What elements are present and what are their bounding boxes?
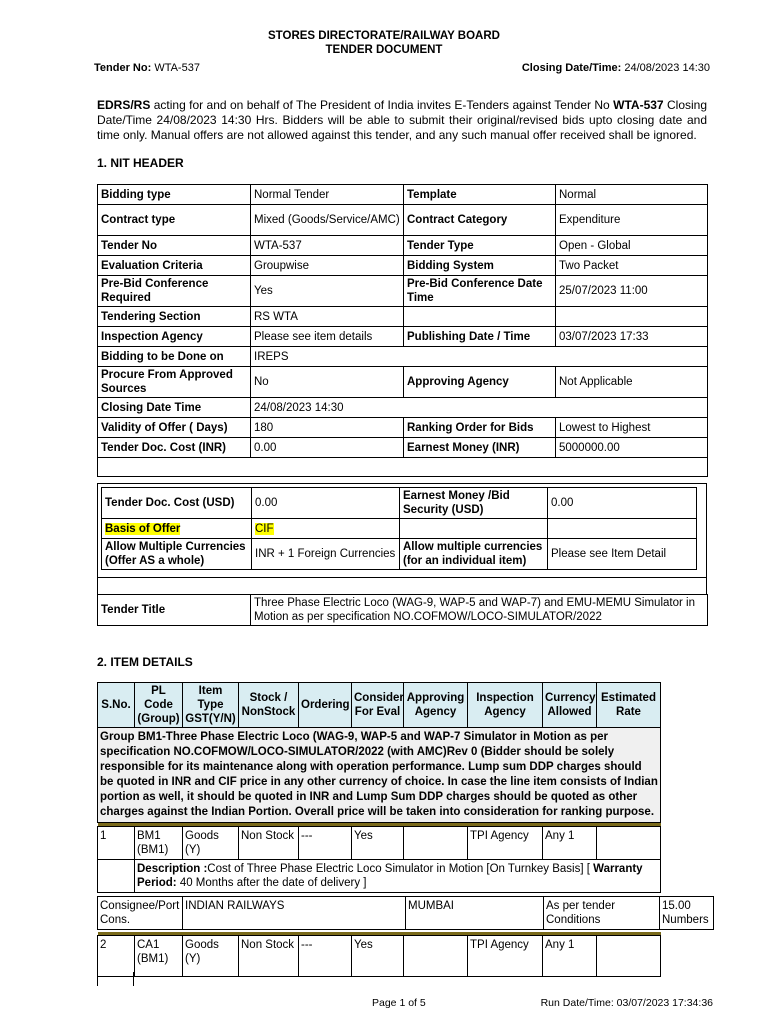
- value: RS WTA: [251, 307, 404, 327]
- consignee-terms: As per tender Conditions: [544, 897, 660, 930]
- label: Allow multiple currencies (for an individual item): [400, 539, 548, 570]
- tender-title-value: Three Phase Electric Loco (WAG-9, WAP-5 and WAP-7) and EMU-MEMU Simulator in Motion as per specification NO.COFMOW/LOCO-SIMULATOR/2022: [251, 595, 708, 626]
- value: Expenditure: [556, 205, 708, 236]
- value: 03/07/2023 17:33: [556, 327, 708, 347]
- cell: ---: [299, 936, 352, 977]
- cell: Any 1: [543, 936, 597, 977]
- col-header: S.No.: [98, 683, 135, 728]
- cell: Non Stock: [239, 936, 299, 977]
- consignee-table: [97, 896, 714, 930]
- value: Two Packet: [556, 256, 708, 276]
- col-header: Estimated Rate: [597, 683, 661, 728]
- cell: BM1 (BM1): [135, 827, 183, 860]
- value: Please see item details: [251, 327, 404, 347]
- value: WTA-537: [251, 236, 404, 256]
- label: Publishing Date / Time: [404, 327, 556, 347]
- value: Please see Item Detail: [548, 539, 697, 570]
- col-header: Inspection Agency: [468, 683, 543, 728]
- value: 0.00: [252, 488, 400, 519]
- run-datetime: Run Date/Time: 03/07/2023 17:34:36: [540, 997, 713, 1009]
- label: Pre-Bid Conference Date Time: [404, 276, 556, 307]
- col-header: Consider For Eval: [352, 683, 404, 728]
- label: Ranking Order for Bids: [404, 418, 556, 438]
- basis-of-offer-value: CIF: [255, 522, 274, 535]
- tender-title-label: Tender Title: [98, 595, 251, 626]
- value: INR + 1 Foreign Currencies: [252, 539, 400, 570]
- empty-cell: [556, 307, 708, 327]
- cell: Goods (Y): [183, 936, 239, 977]
- cell: ---: [299, 827, 352, 860]
- value: 25/07/2023 11:00: [556, 276, 708, 307]
- value: No: [251, 367, 404, 398]
- value: Normal: [556, 185, 708, 205]
- label: Inspection Agency: [98, 327, 251, 347]
- document-title: TENDER DOCUMENT: [325, 44, 443, 56]
- value: 0.00: [251, 438, 404, 458]
- value: 5000000.00: [556, 438, 708, 458]
- label: Closing Date Time: [98, 398, 251, 418]
- table-edge: [97, 972, 98, 986]
- directorate-title: STORES DIRECTORATE/RAILWAY BOARD: [268, 30, 500, 42]
- value: Open - Global: [556, 236, 708, 256]
- table-row: [98, 936, 661, 977]
- label: Contract type: [98, 205, 251, 236]
- value: 180: [251, 418, 404, 438]
- item-details-table-continued: [97, 932, 661, 977]
- label: Earnest Money /Bid Security (USD): [400, 488, 548, 519]
- label: Earnest Money (INR): [404, 438, 556, 458]
- value: Mixed (Goods/Service/AMC): [251, 205, 404, 236]
- value: Normal Tender: [251, 185, 404, 205]
- label: Bidding System: [404, 256, 556, 276]
- cell: TPI Agency: [468, 827, 543, 860]
- label: [102, 519, 252, 539]
- value: IREPS: [251, 347, 708, 367]
- label: Validity of Offer ( Days): [98, 418, 251, 438]
- cell: Any 1: [543, 827, 597, 860]
- nit-header-table: [97, 184, 708, 477]
- empty-cell: [400, 519, 548, 539]
- empty-cell: [404, 307, 556, 327]
- label: Bidding to be Done on: [98, 347, 251, 367]
- label: Tendering Section: [98, 307, 251, 327]
- table-edge: [133, 972, 134, 986]
- label: Template: [404, 185, 556, 205]
- cell: [404, 936, 468, 977]
- item-header-row: [98, 683, 661, 728]
- value: 24/08/2023 14:30: [251, 398, 708, 418]
- consignee-qty: 15.00 Numbers: [660, 897, 714, 930]
- spacer-row: [97, 578, 707, 594]
- currency-table: [101, 487, 697, 570]
- cell: Non Stock: [239, 827, 299, 860]
- col-header: Currency Allowed: [543, 683, 597, 728]
- value: Groupwise: [251, 256, 404, 276]
- value: [252, 519, 400, 539]
- col-header: PL Code (Group): [135, 683, 183, 728]
- consignee-label: Consignee/Port Cons.: [98, 897, 183, 930]
- label: Bidding type: [98, 185, 251, 205]
- group-description: Group BM1-Three Phase Electric Loco (WAG-9, WAP-5 and WAP-7 Simulator in Motion as per specification NO.COFMOW/LOCO-SIMULATOR/2022 (with AMC)Rev 0 (Bidder should be solely responsible for its maintenance along with operation performance. Lump sum DDP charges should be quoted in INR and CIF price in any other currency of choice. In case the line item consists of Indian portion as well, it should be quoted in INR and Lump Sum DDP charges should be quoted as other charges against the Indian Portion. Overall price will be taken into consideration for ranking purpose.: [98, 728, 661, 823]
- value: Not Applicable: [556, 367, 708, 398]
- cell: 1: [98, 827, 135, 860]
- section-heading-items: 2. ITEM DETAILS: [97, 655, 193, 669]
- label: Allow Multiple Currencies (Offer AS a whole): [102, 539, 252, 570]
- col-header: Stock / NonStock: [239, 683, 299, 728]
- cell: Yes: [352, 827, 404, 860]
- cell: Yes: [352, 936, 404, 977]
- col-header: Ordering: [299, 683, 352, 728]
- tender-title-table: [97, 594, 708, 626]
- cell: [597, 827, 661, 860]
- label: Tender Doc. Cost (USD): [102, 488, 252, 519]
- label: Tender Doc. Cost (INR): [98, 438, 251, 458]
- value: Lowest to Highest: [556, 418, 708, 438]
- consignee-row: [98, 897, 714, 930]
- page-number: Page 1 of 5: [372, 997, 426, 1009]
- label: Approving Agency: [404, 367, 556, 398]
- table-row: [98, 827, 661, 860]
- value: Yes: [251, 276, 404, 307]
- item-details-table: [97, 682, 661, 893]
- label: Tender Type: [404, 236, 556, 256]
- cell: [404, 827, 468, 860]
- item-description: Description :Cost of Three Phase Electric Loco Simulator in Motion [On Turnkey Basis] [ Warranty Period: 40 Months after the date of delivery ]: [135, 860, 661, 893]
- tender-number: Tender No: WTA-537: [94, 62, 200, 74]
- cell: 2: [98, 936, 135, 977]
- label: Procure From Approved Sources: [98, 367, 251, 398]
- consignee-org: INDIAN RAILWAYS: [183, 897, 406, 930]
- empty-cell: [548, 519, 697, 539]
- spacer-row: [98, 458, 708, 477]
- cell: [597, 936, 661, 977]
- intro-paragraph: EDRS/RS acting for and on behalf of The President of India invites E-Tenders against Tender No WTA-537 Closing Date/Time 24/08/2023 14:30 Hrs. Bidders will be able to submit their original/revised bids upto closing date and time only. Manual offers are not allowed against this tender, and any such manual offer received shall be ignored.: [97, 98, 708, 142]
- label: Contract Category: [404, 205, 556, 236]
- col-header: Item Type GST(Y/N): [183, 683, 239, 728]
- section-heading-nit: 1. NIT HEADER: [97, 156, 184, 170]
- consignee-place: MUMBAI: [406, 897, 544, 930]
- cell: Goods (Y): [183, 827, 239, 860]
- label: Tender No: [98, 236, 251, 256]
- basis-of-offer-label: Basis of Offer: [105, 522, 181, 535]
- cell: TPI Agency: [468, 936, 543, 977]
- cell: CA1 (BM1): [135, 936, 183, 977]
- col-header: Approving Agency: [404, 683, 468, 728]
- label: Pre-Bid Conference Required: [98, 276, 251, 307]
- value: 0.00: [548, 488, 697, 519]
- label: Evaluation Criteria: [98, 256, 251, 276]
- closing-datetime: Closing Date/Time: 24/08/2023 14:30: [521, 62, 710, 74]
- empty-cell: [98, 860, 135, 893]
